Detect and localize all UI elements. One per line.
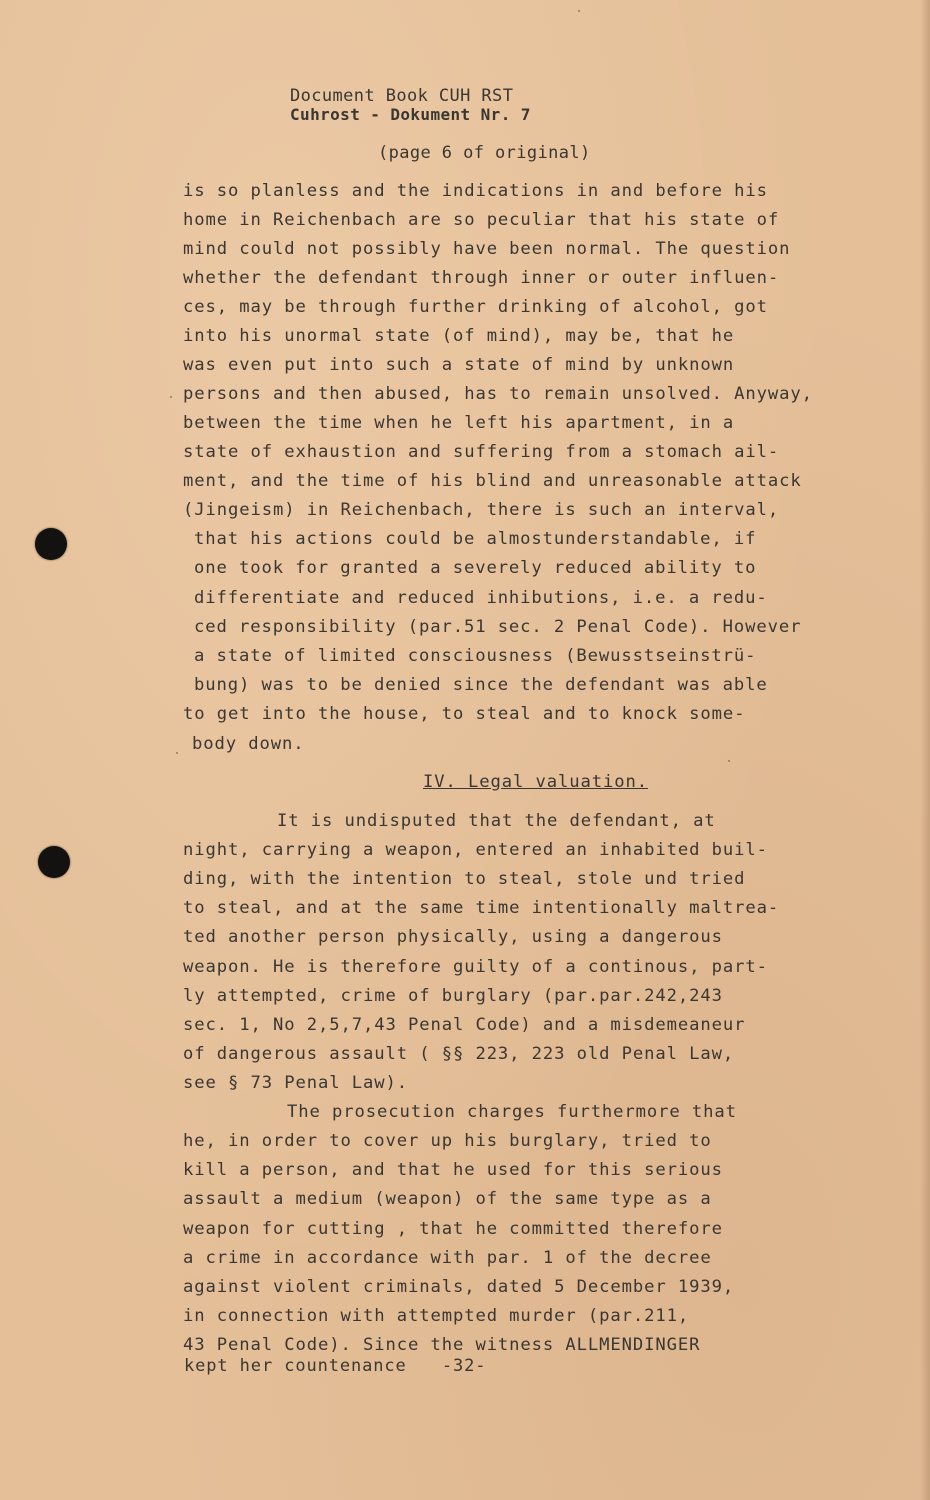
document-book-title: Document Book CUH RST — [290, 86, 514, 106]
text-line: persons and then abused, has to remain unsolved. Anyway, — [183, 384, 813, 404]
text-line: ted another person physically, using a dangerous — [183, 927, 723, 947]
page-number: -32- — [441, 1356, 487, 1376]
text-line: ces, may be through further drinking of alcohol, got — [183, 297, 768, 317]
footer-text: kept her countenance — [184, 1356, 407, 1376]
text-line: ly attempted, crime of burglary (par.par.242,243 — [183, 986, 723, 1006]
text-line: ding, with the intention to steal, stole und tried — [183, 869, 746, 889]
text-line: was even put into such a state of mind by unknown — [183, 355, 735, 375]
footer-line — [184, 1356, 486, 1376]
text-line: kill a person, and that he used for this serious — [183, 1160, 723, 1180]
paper-speck — [176, 752, 178, 754]
text-line: to steal, and at the same time intentionally maltrea- — [183, 898, 780, 918]
text-line: he, in order to cover up his burglary, tried to — [183, 1131, 712, 1151]
text-line: (Jingeism) in Reichenbach, there is such an interval, — [183, 500, 780, 520]
section-heading-legal-valuation: IV. Legal valuation. — [423, 772, 648, 792]
text-line: to get into the house, to steal and to knock some- — [183, 704, 746, 724]
paper-speck — [578, 10, 580, 12]
text-line: between the time when he left his apartment, in a — [183, 413, 735, 433]
text-line: ment, and the time of his blind and unreasonable attack — [183, 471, 802, 491]
text-line: mind could not possibly have been normal. The question — [183, 239, 791, 259]
punch-hole — [38, 846, 70, 878]
text-line: The prosecution charges furthermore that — [287, 1102, 737, 1122]
punch-hole — [35, 528, 67, 560]
text-line: body down. — [192, 734, 305, 754]
text-line: of dangerous assault ( §§ 223, 223 old Penal Law, — [183, 1044, 735, 1064]
text-line: It is undisputed that the defendant, at — [277, 811, 716, 831]
text-line: bung) was to be denied since the defendant was able — [194, 675, 768, 695]
text-line: that his actions could be almostunderstandable, if — [194, 529, 757, 549]
document-number: Cuhrost - Dokument Nr. 7 — [290, 105, 531, 124]
text-line: a state of limited consciousness (Bewusstseinstrü- — [194, 646, 757, 666]
text-line: state of exhaustion and suffering from a stomach ail- — [183, 442, 780, 462]
text-line: weapon for cutting , that he committed therefore — [183, 1219, 723, 1239]
text-line: 43 Penal Code). Since the witness ALLMENDINGER — [183, 1335, 701, 1355]
text-line: a crime in accordance with par. 1 of the decree — [183, 1248, 712, 1268]
paper-speck — [728, 760, 730, 762]
text-line: sec. 1, No 2,5,7,43 Penal Code) and a misdemeaneur — [183, 1015, 746, 1035]
text-line: into his unormal state (of mind), may be, that he — [183, 326, 735, 346]
text-line: against violent criminals, dated 5 December 1939, — [183, 1277, 735, 1297]
text-line: home in Reichenbach are so peculiar that his state of — [183, 210, 780, 230]
text-line: see § 73 Penal Law). — [183, 1073, 408, 1093]
text-line: one took for granted a severely reduced ability to — [194, 558, 757, 578]
paper-edge-shadow — [920, 0, 930, 1500]
text-line: differentiate and reduced inhibutions, i.e. a redu- — [194, 588, 768, 608]
text-line: weapon. He is therefore guilty of a continous, part- — [183, 957, 768, 977]
text-line: is so planless and the indications in and before his — [183, 181, 768, 201]
text-line: ced responsibility (par.51 sec. 2 Penal Code). However — [194, 617, 802, 637]
text-line: night, carrying a weapon, entered an inhabited buil- — [183, 840, 768, 860]
text-line: whether the defendant through inner or outer influen- — [183, 268, 780, 288]
text-line: in connection with attempted murder (par.211, — [183, 1306, 690, 1326]
text-line: assault a medium (weapon) of the same type as a — [183, 1189, 712, 1209]
paper-speck — [170, 396, 172, 398]
page-reference: (page 6 of original) — [378, 143, 591, 163]
